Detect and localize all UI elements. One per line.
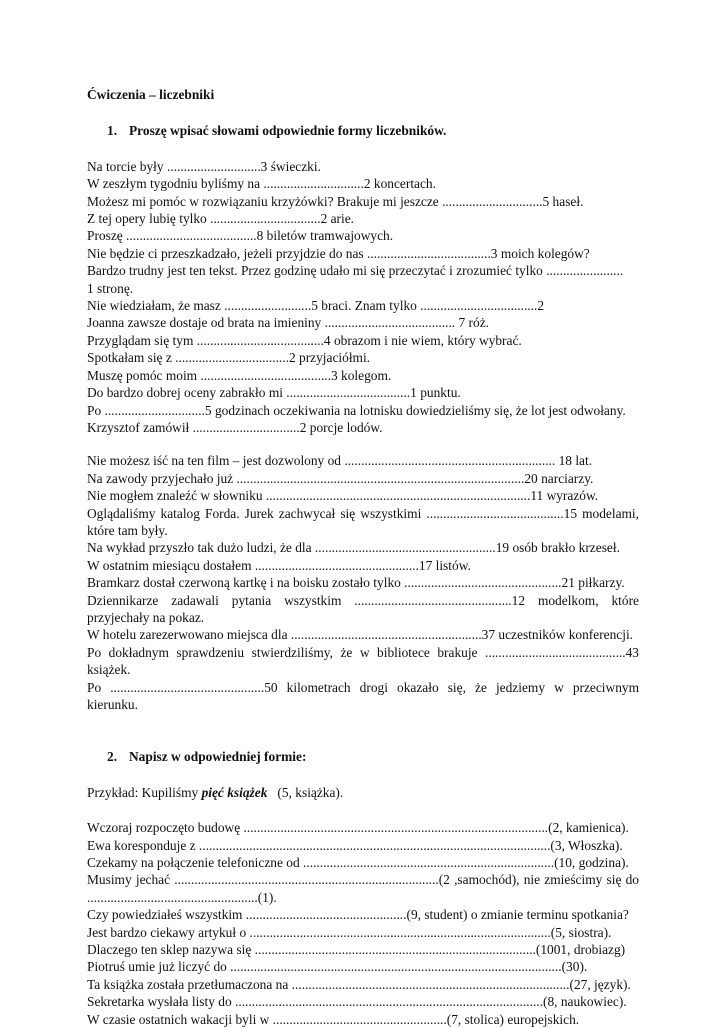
exercise-line: Możesz mi pomóc w rozwiązaniu krzyżówki? Brakuje mi jeszcze ..............................5 haseł. [87,193,584,209]
exercise-line: Czy powiedziałeś wszystkim ................................................(9, student) o zmianie terminu spotkania? [87,907,629,923]
page-title: Ćwiczenia – liczebniki [87,87,215,102]
exercise-line: Po dokładnym sprawdzeniu stwierdziliśmy, że w bibliotece brakuje ..........................................43 [87,644,639,660]
exercise-line: Oglądaliśmy katalog Forda. Jurek zachwycał się wszystkimi .........................................15 modelami, [87,505,639,521]
exercise-line: Krzysztof zamówił ................................2 porcje lodów. [87,419,383,435]
exercise-1-group-2 [87,452,639,713]
exercise-line: Na wykład przyszło tak dużo ludzi, że dla ......................................................19 osób brakło krzeseł. [87,540,620,556]
section-2-heading [87,748,639,765]
exercise-line: Z tej opery lubię tylko .................................2 arie. [87,211,355,227]
exercise-line: Wczoraj rozpoczęto budowę ...........................................................................................(2, kamienica). [87,820,629,836]
example-prefix: Przykład: Kupiliśmy [87,784,202,800]
section-1-heading-text: Proszę wpisać słowami odpowiednie formy liczebników. [129,123,447,139]
exercise-line: Na torcie były ............................3 świeczki. [87,158,321,174]
section-2-heading-text: Napisz w odpowiedniej formie: [129,749,307,765]
exercise-line: ...................................................(1). [87,889,277,905]
exercise-line: Dziennikarze zadawali pytania wszystkim ...............................................12 modelkom, które [87,592,639,608]
exercise-line: Nie możesz iść na ten film – jest dozwolony od ............................................................... 18 lat. [87,453,593,469]
exercise-line: W zeszłym tygodniu byliśmy na ..............................2 koncertach. [87,176,436,192]
exercise-1-group-1 [87,158,639,437]
exercise-line: Piotruś umie już liczyć do ...................................................................................................(30). [87,959,588,975]
exercise-line: książek. [87,662,131,678]
exercise-line: W hotelu zarezerwowano miejsca dla .........................................................37 uczestników konferencji. [87,627,634,643]
exercise-line: Jest bardzo ciekawy artykuł o ..........................................................................................(5, siostra). [87,924,612,940]
exercise-line: W ostatnim miesiącu dostałem .................................................17 listów. [87,557,471,573]
exercise-line: Joanna zawsze dostaje od brata na imieniny ....................................... 7 róż. [87,315,489,331]
exercise-line: Na zawody przyjechało już ......................................................................................20 narciarzy. [87,470,594,486]
exercise-line: Ta książka została przetłumaczona na ...................................................................................(27, język). [87,976,631,992]
exercise-line: Nie wiedziałam, że masz ..........................5 braci. Znam tylko ...................................2 [87,298,545,314]
exercise-line: które tam były. [87,522,168,538]
exercise-line: Dlaczego ten sklep nazywa się ....................................................................................(1001, drobiazg) [87,942,626,958]
exercise-line: W czasie ostatnich wakacji byli w ....................................................(7, stolica) europejskich. [87,1011,580,1027]
section-1-heading [87,122,639,139]
example-answer: pięć książek [201,784,268,800]
exercise-line: Czekamy na połączenie telefoniczne od ...........................................................................(10, godzina). [87,855,629,871]
exercise-line: przyjechały na pokaz. [87,609,205,625]
exercise-line: Sekretarka wysłała listy do ............................................................................................(8, naukowiec). [87,994,627,1010]
exercise-line: Muszę pomóc moim .......................................3 kolegom. [87,367,392,383]
exercise-line: 1 stronę. [87,280,134,296]
exercise-line: kierunku. [87,697,138,712]
exercise-2-lines [87,819,639,1028]
document-content [87,86,639,1028]
section-2-number: 2. [107,749,118,765]
exercise-line: Proszę .......................................8 biletów tramwajowych. [87,228,394,244]
exercise-line: Bardzo trudny jest ten tekst. Przez godzinę udało mi się przeczytać i zrozumieć tylko ....................... [87,263,624,279]
exercise-line: Nie mogłem znaleźć w słowniku ...............................................................................11 wyrazów. [87,488,599,504]
exercise-line: Do bardzo dobrej oceny zabrakło mi .....................................1 punktu. [87,385,461,401]
exercise-line: Nie będzie ci przeszkadzało, jeżeli przyjdzie do nas .....................................3 moich kolegów? [87,245,590,261]
exercise-line: Przyglądam się tym ......................................4 obrazom i nie wiem, który wybrać. [87,332,522,348]
exercise-line: Musimy jechać ...............................................................................(2 ,samochód), nie zmieścimy się do [87,872,639,888]
exercise-line: Bramkarz dostał czerwoną kartkę i na boisku zostało tylko ...............................................21 piłkarzy. [87,575,625,591]
exercise-line: Po ..............................................50 kilometrach drogi okazało się, że jedziemy w przeciwnym [87,679,639,695]
exercise-line: Po ..............................5 godzinach oczekiwania na lotnisku dowiedzieliśmy się, że lot jest odwołany. [87,402,626,418]
example-line [87,784,639,801]
example-suffix: (5, książka). [267,784,344,800]
section-1-number: 1. [107,123,118,139]
exercise-line: Ewa koresponduje z .........................................................................................................(3, Włoszka). [87,837,623,853]
exercise-line: Spotkałam się z ..................................2 przyjaciółmi. [87,350,371,366]
